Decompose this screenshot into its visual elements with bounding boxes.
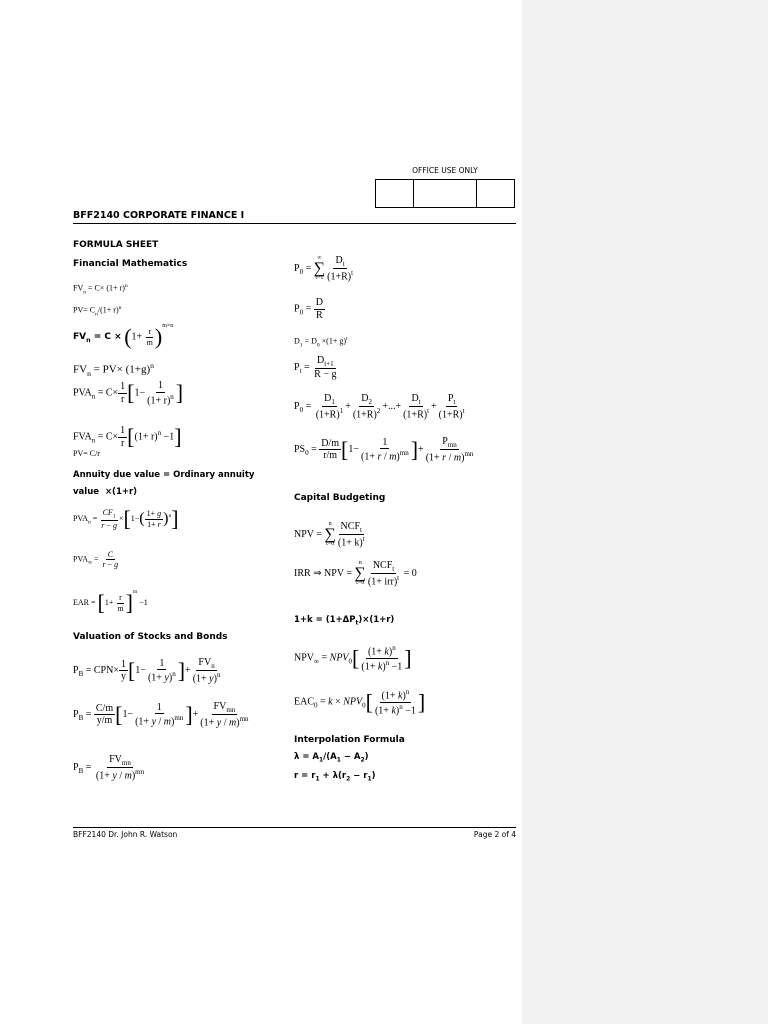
- footer-author: BFF2140 Dr. John R. Watson: [73, 830, 178, 839]
- office-use-label: OFFICE USE ONLY: [412, 166, 478, 175]
- formula-bond-price-periodic: $P_B$ = $\frac{C/m}{y/m}$ [1− $\frac{1}{(1+ y / m)^{mn}}$ ]+ $\frac{FV_{mn}}{(1+ y / m)^{mn}}$: [73, 701, 249, 729]
- formula-npv-infinite: $NPV_\infty = NPV_0$[ $\frac{(1+ k)^n}{(1+ k)^n -1}$ ]: [294, 644, 412, 673]
- formula-perpetuity-simple: PV= C/r: [73, 449, 100, 458]
- footer-rule: [73, 827, 516, 828]
- formula-interp-lambda: $\lambda = A_1/(A_1 - A_2)$: [294, 752, 369, 764]
- formula-npv: NPV = n ∑ t=0 $\frac{NCF_t}{(1+ k)^t}$: [294, 521, 365, 549]
- formula-irr: IRR ⇒ NPV = n ∑ t=0 $\frac{NCF_t}{(1+ irr)^t}$ = 0: [294, 560, 417, 588]
- capital-budgeting-heading: Capital Budgeting: [294, 493, 386, 503]
- formula-pva: $PVA_n = C\times$ $\frac{1}{r}$ [1− $\frac{1}{(1+ r)^n}$ ]: [73, 380, 184, 406]
- annuity-due-text-1: Annuity due value = Ordinary annuity: [73, 470, 255, 480]
- financial-math-heading: Financial Mathematics: [73, 259, 188, 269]
- comment-margin-pane: [522, 0, 768, 1024]
- formula-sheet-heading: FORMULA SHEET: [73, 240, 159, 250]
- formula-dividend-discount: $P_0$ = ∞ ∑ t=1 $\frac{D_t}{(1+R)^t}$: [294, 255, 354, 283]
- annuity-due-text-2: value ×(1+r): [73, 487, 138, 497]
- fisher-equation: $1+k = (1+\Delta P_t)\times(1+r)$: [294, 615, 395, 627]
- interpolation-heading: Interpolation Formula: [294, 735, 405, 745]
- valuation-heading: Valuation of Stocks and Bonds: [73, 632, 228, 642]
- office-cell-1: [376, 180, 414, 207]
- formula-dividend-growth: $D_1 = D_0 \times(1+ g)^t$: [294, 336, 348, 349]
- formula-zero-coupon: $P_B$ = $\frac{FV_{mn}}{(1+ y / m)^{mn}}$: [73, 754, 145, 782]
- formula-interp-rate: $r = r_1 + \lambda(r_2 - r_1)$: [294, 771, 376, 783]
- formula-pv-simple: $PV= C_n/(1+ r)^n$: [73, 305, 122, 318]
- office-cell-3: [477, 180, 514, 207]
- footer-page-number: Page 2 of 4: [473, 830, 516, 839]
- formula-bond-price: $P_B = CPN\times$ $\frac{1}{y}$ [1− $\frac{1}{(1+ y)^n}$ ]+ $\frac{FV_n}{(1+ y)^n}$: [73, 657, 221, 685]
- formula-multistage: $P_0$ = $\frac{D_1}{(1+R)^1}$ + $\frac{D_2}{(1+R)^2}$ +...+ $\frac{D_t}{(1+R)^t}$ + $\frac{P_t}{(1+R)^t}$: [294, 393, 465, 421]
- formula-fv-compounding: $FV_n = C \times (1+$ $\frac{r}{m}$ )$^{m\times n}$: [73, 322, 174, 349]
- formula-preferred-stock: $PS_0$ = $\frac{D/m}{r/m}$ [1− $\frac{1}{(1+ r / m)^{mn}}$ ]+ $\frac{P_{mn}}{(1+ r / m)^{mn}}$: [294, 436, 474, 464]
- formula-pva-infinite: $PVA_\infty$ = $\frac{C}{r - g}$: [73, 550, 119, 570]
- formula-ear: EAR = [1+ $\frac{r}{m}$ ]$^m$ −1: [73, 589, 148, 615]
- formula-pva-growing: $PVA_n$ = $\frac{CF_1}{r - g}$ ×[1−( $\frac{1+ g}{1+ r}$ )$^n$]: [73, 506, 179, 531]
- formula-eac: $EAC_0 = k \times NPV_0$[ $\frac{(1+ k)^n}{(1+ k)^n -1}$ ]: [294, 688, 426, 717]
- formula-fv-simple: $FV_n = C\times (1+ r)^n$: [73, 283, 128, 296]
- formula-fv-growth: $FV_n = PV\times (1+g)^n$: [73, 361, 154, 378]
- formula-gordon-growth: $P_t$ = $\frac{D_{t+1}}{R - g}$: [294, 355, 337, 381]
- course-title: BFF2140 CORPORATE FINANCE I: [73, 210, 245, 221]
- office-cell-2: [414, 180, 477, 207]
- formula-perpetuity-stock: $P_0$ = $\frac{D}{R}$: [294, 297, 323, 321]
- formula-fva: $FVA_n = C\times$ $\frac{1}{r}$ $[(1+ r)^n -1]$: [73, 424, 182, 449]
- office-use-table: [375, 179, 515, 208]
- header-rule: [73, 223, 516, 224]
